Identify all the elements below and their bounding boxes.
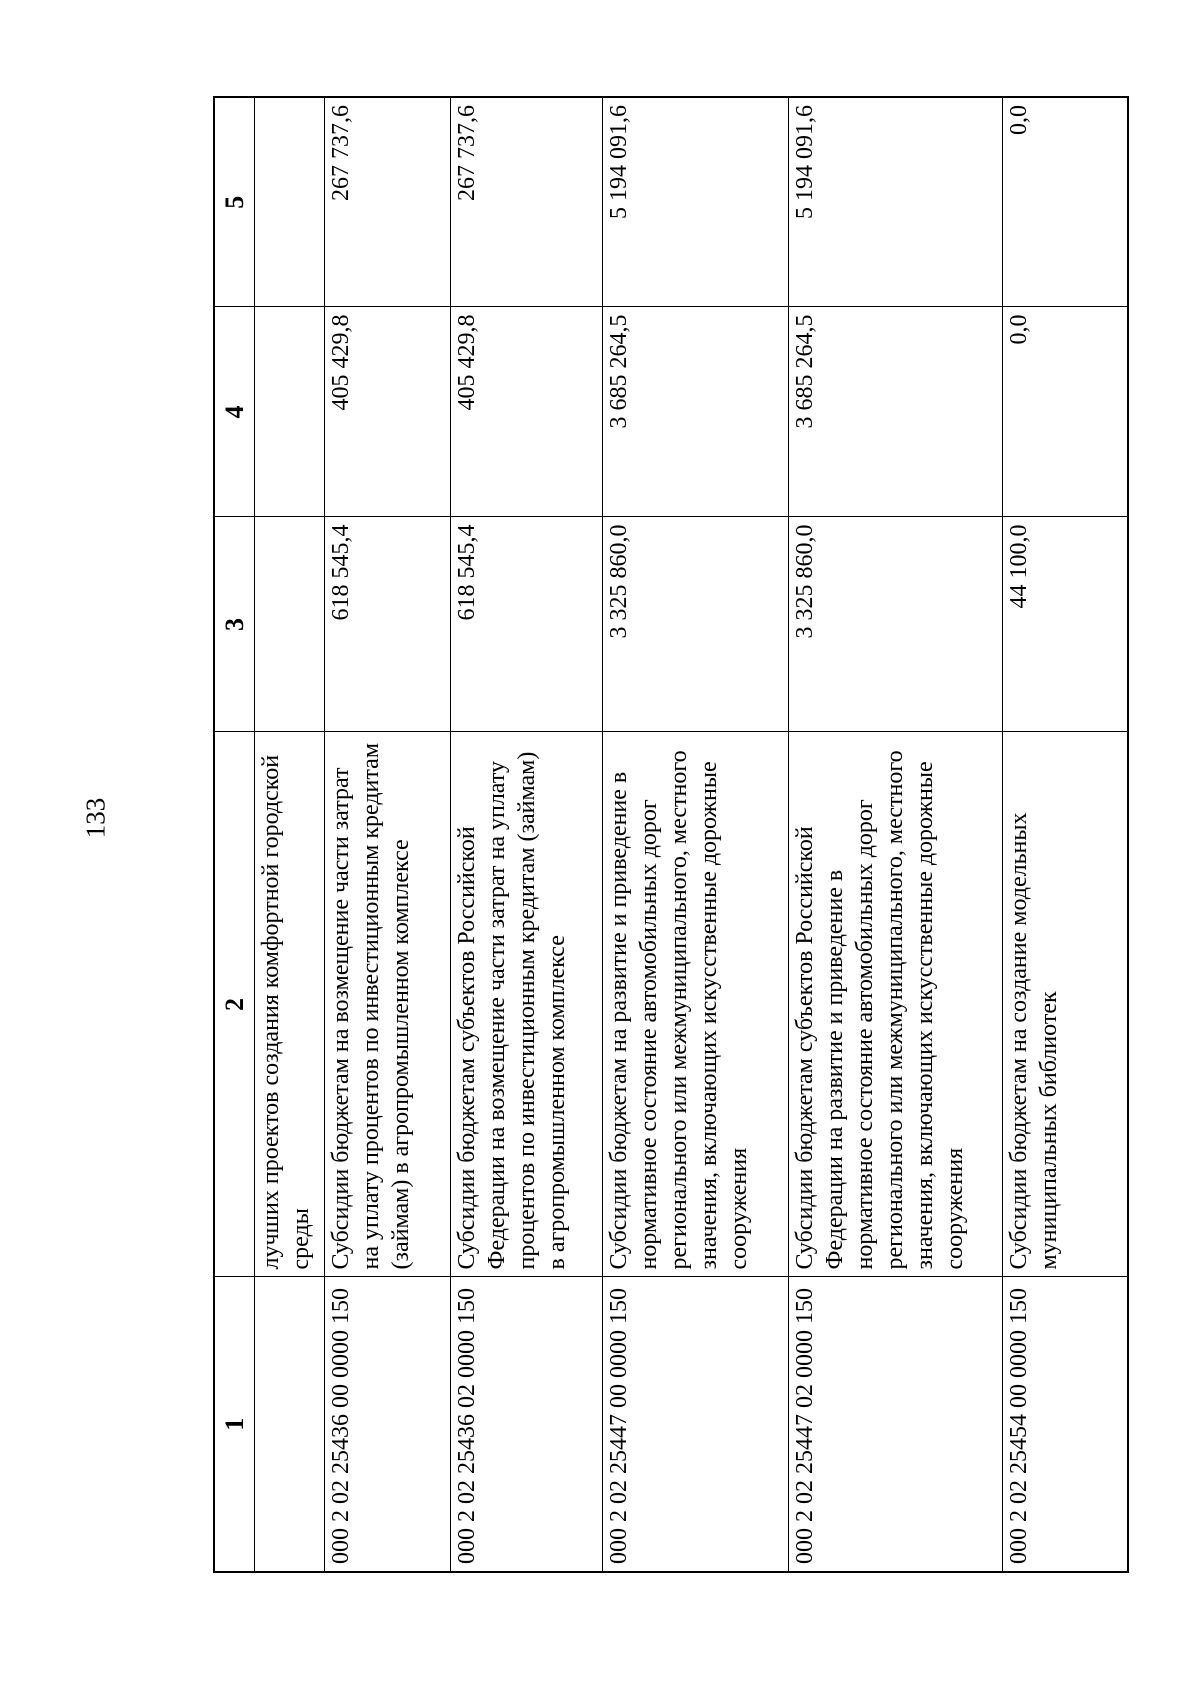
row-name: лучших проектов создания комфортной городской среды bbox=[255, 732, 325, 1277]
table-row bbox=[451, 97, 603, 1572]
header-col-3: 3 bbox=[214, 517, 255, 732]
row-code: 000 2 02 25447 00 0000 150 bbox=[603, 1277, 789, 1572]
table-row bbox=[255, 97, 325, 1572]
row-value-col3: 618 545,4 bbox=[325, 517, 451, 732]
row-value-col5: 5 194 091,6 bbox=[603, 97, 789, 307]
row-value-col5: 267 737,6 bbox=[325, 97, 451, 307]
row-code: 000 2 02 25454 00 0000 150 bbox=[1003, 1277, 1129, 1572]
row-value-col4: 405 429,8 bbox=[451, 307, 603, 517]
row-name: Субсидии бюджетам субъектов Российской Федерации на возмещение части затрат на уплату процентов по инвестиционным кредитам (займам) в агропромышленном комплексе bbox=[451, 732, 603, 1277]
row-code: 000 2 02 25436 02 0000 150 bbox=[451, 1277, 603, 1572]
row-value-col4: 0,0 bbox=[1003, 307, 1129, 517]
budget-table-rotated bbox=[213, 98, 1120, 1573]
row-value-col4: 405 429,8 bbox=[325, 307, 451, 517]
table-row bbox=[789, 97, 1003, 1572]
row-value-col5: 0,0 bbox=[1003, 97, 1129, 307]
row-name: Субсидии бюджетам субъектов Российской Федерации на развитие и приведение в нормативное состояние автомобильных дорог регионального или межмуниципального, местного значения, включающих искусственные дорожные сооружения bbox=[789, 732, 1003, 1277]
row-value-col3: 44 100,0 bbox=[1003, 517, 1129, 732]
row-value-col3 bbox=[255, 517, 325, 732]
row-name: Субсидии бюджетам на развитие и приведение в нормативное состояние автомобильных дорог регионального или межмуниципального, местного значения, включающих искусственные дорожные сооружения bbox=[603, 732, 789, 1277]
row-value-col3: 3 325 860,0 bbox=[789, 517, 1003, 732]
header-col-1: 1 bbox=[214, 1277, 255, 1572]
row-name: Субсидии бюджетам на создание модельных муниципальных библиотек bbox=[1003, 732, 1129, 1277]
header-row bbox=[214, 97, 255, 1572]
row-value-col5: 267 737,6 bbox=[451, 97, 603, 307]
row-value-col5: 5 194 091,6 bbox=[789, 97, 1003, 307]
header-col-2: 2 bbox=[214, 732, 255, 1277]
header-col-4: 4 bbox=[214, 307, 255, 517]
row-code bbox=[255, 1277, 325, 1572]
table-row bbox=[603, 97, 789, 1572]
table-row bbox=[325, 97, 451, 1572]
row-value-col5 bbox=[255, 97, 325, 307]
table-row bbox=[1003, 97, 1129, 1572]
page-number: 133 bbox=[80, 797, 111, 839]
row-code: 000 2 02 25447 02 0000 150 bbox=[789, 1277, 1003, 1572]
row-value-col3: 618 545,4 bbox=[451, 517, 603, 732]
header-col-5: 5 bbox=[214, 97, 255, 307]
row-code: 000 2 02 25436 00 0000 150 bbox=[325, 1277, 451, 1572]
row-value-col3: 3 325 860,0 bbox=[603, 517, 789, 732]
row-value-col4: 3 685 264,5 bbox=[603, 307, 789, 517]
row-value-col4: 3 685 264,5 bbox=[789, 307, 1003, 517]
budget-table bbox=[213, 96, 1129, 1573]
row-value-col4 bbox=[255, 307, 325, 517]
row-name: Субсидии бюджетам на возмещение части затрат на уплату процентов по инвестиционным кредитам (займам) в агропромышленном комплексе bbox=[325, 732, 451, 1277]
